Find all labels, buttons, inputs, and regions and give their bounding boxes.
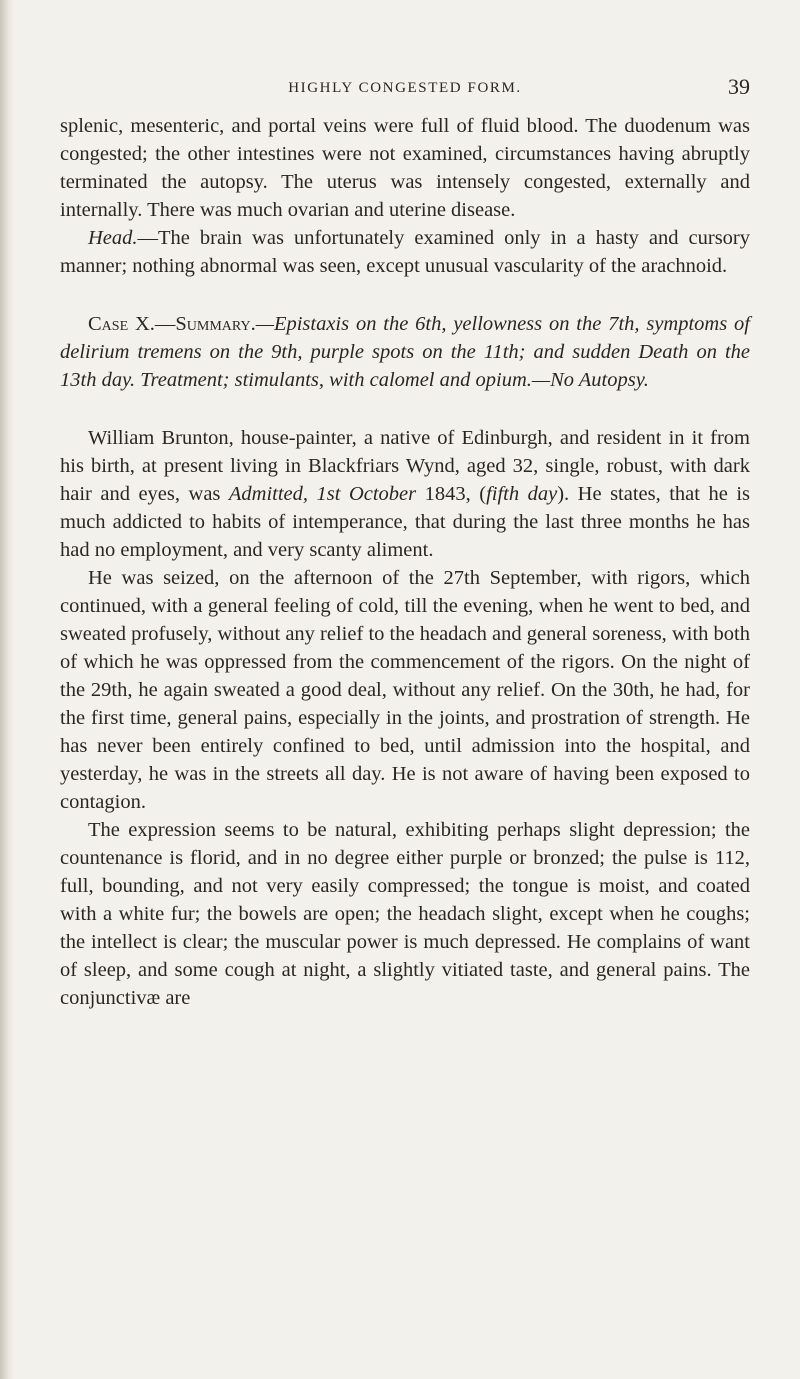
paragraph-onset <box>60 564 750 816</box>
paragraph-patient-history <box>60 424 750 564</box>
page-gutter-shadow <box>0 0 14 1379</box>
paragraph-autopsy-continued <box>60 112 750 224</box>
case-title: Case X. <box>88 313 155 335</box>
paragraph-text: He was seized, on the afternoon of the 27th September, with rigors, which continued, with a general feeling of cold, till the evening, when he went to bed, and sweated profusely, without any relief to the headach and general soreness, with both of which he was oppressed from the commencement of the rigors. On the night of the 29th, he again sweated a good deal, without any relief. On the 30th, he had, for the first time, general pains, especially in the joints, and prostration of strength. He has never been entirely confined to bed, until admission into the hospital, and yesterday, he was in the streets all day. He is not aware of having been exposed to contagion. <box>60 567 750 813</box>
fifth-day: fifth day <box>486 483 558 505</box>
page-header <box>60 74 750 112</box>
summary-label: —Summary. <box>154 313 256 335</box>
paragraph-text: —The brain was unfortunately examined only in a hasty and cursory manner; nothing abnormal was seen, except unusual vascularity of the arachnoid. <box>60 227 750 277</box>
paragraph-text: The expression seems to be natural, exhibiting perhaps slight depression; the countenance is florid, and in no degree either purple or bronzed; the pulse is 112, full, bounding, and not very easily compressed; the tongue is moist, and coated with a white fur; the bowels are open; the headach slight, except when he coughs; the intellect is clear; the muscular power is much depressed. He complains of want of sleep, and some cough at night, a slightly vitiated taste, and general pains. The conjunctivæ are <box>60 819 750 1009</box>
paragraph-text: ). He states, that he is much addicted to habits of intemperance, that during the last three months he has had no employment, and very scanty aliment. <box>60 483 750 561</box>
summary-text: —Epistaxis on the 6th, yellowness on the 7th, symptoms of delirium tremens on the 9th, purple spots on the 11th; and sudden Death on the 13th day. Treatment; stimulants, with calomel and opium.—No Autopsy. <box>60 313 750 391</box>
page-number: 39 <box>728 74 750 99</box>
running-head: HIGHLY CONGESTED FORM. <box>288 80 522 96</box>
paragraph-text: splenic, mesenteric, and portal veins were full of fluid blood. The duodenum was congested; the other intestines were not examined, circumstances having abruptly terminated the autopsy. The uterus was intensely congested, externally and internally. There was much ovarian and uterine disease. <box>60 115 750 221</box>
book-page <box>60 74 750 1012</box>
paragraph-text: 1843, ( <box>416 483 487 505</box>
paragraph-text: William Brunton, house-painter, a native of Edinburgh, and resident in it from his birth, at present living in Blackfriars Wynd, aged 32, single, robust, with dark hair and eyes, was <box>60 427 750 505</box>
paragraph-head <box>60 224 750 280</box>
admitted-date: Admitted, 1st October <box>228 483 417 505</box>
paragraph-examination <box>60 816 750 1012</box>
case-summary <box>60 310 750 394</box>
head-label: Head. <box>88 227 138 249</box>
